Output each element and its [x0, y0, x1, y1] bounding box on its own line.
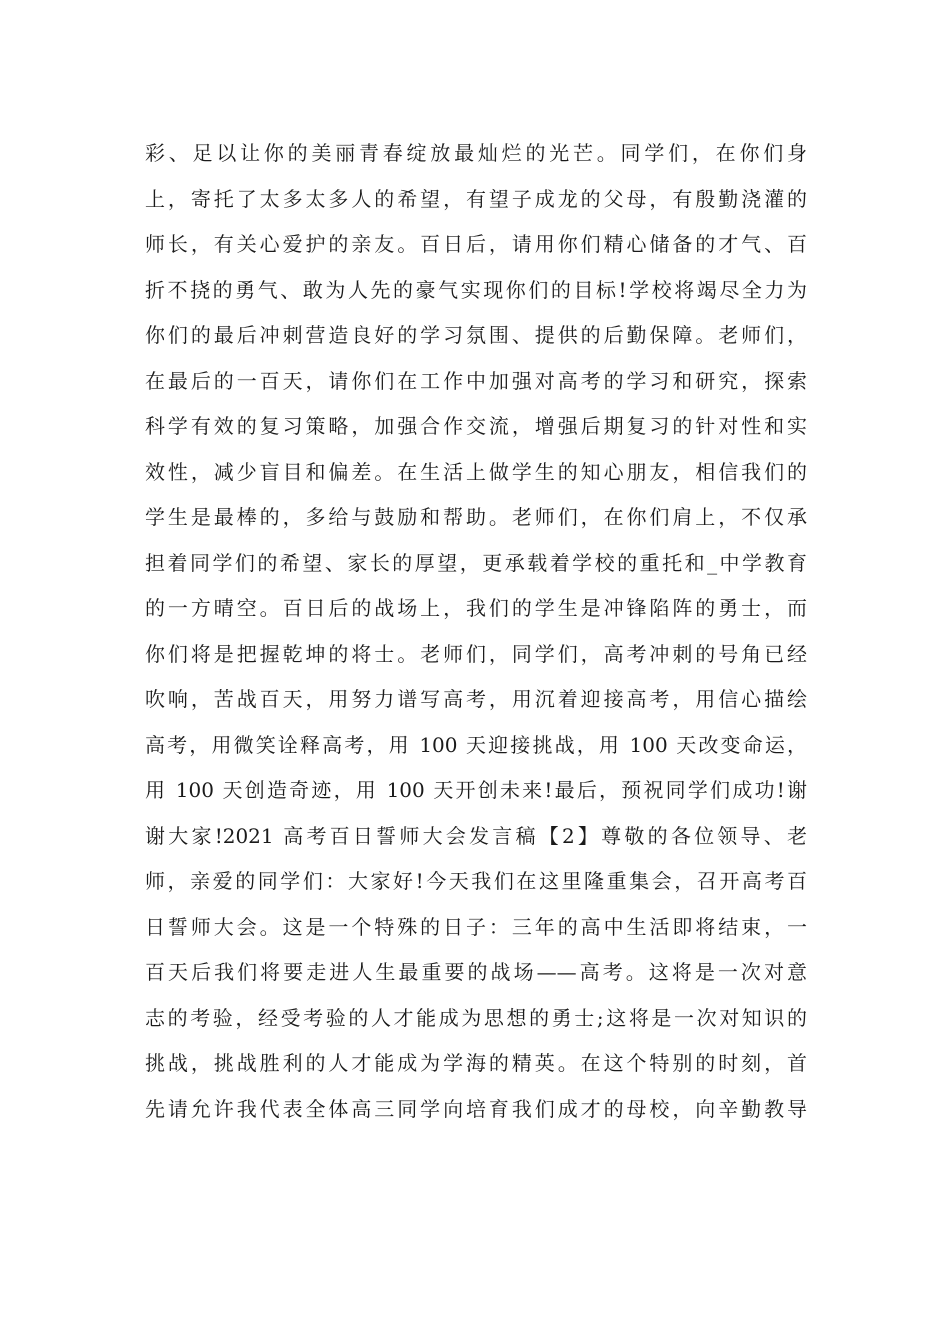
text-line: 志的考验，经受考验的人才能成为思想的勇士;这将是一次对知识的 [145, 1005, 807, 1030]
text-line: 在最后的一百天，请你们在工作中加强对高考的学习和研究，探索 [145, 368, 807, 393]
text-line: 日誓师大会。这是一个特殊的日子：三年的高中生活即将结束，一 [145, 914, 807, 939]
text-line: 先请允许我代表全体高三同学向培育我们成才的母校，向辛勤教导 [145, 1096, 807, 1121]
text-line: 的一方晴空。百日后的战场上，我们的学生是冲锋陷阵的勇士，而 [145, 596, 807, 620]
text-line: 高考，用微笑诠释高考，用 100 天迎接挑战，用 100 天改变命运， [145, 732, 807, 757]
text-line: 科学有效的复习策略，加强合作交流，增强后期复习的针对性和实 [145, 414, 807, 438]
text-line: 学生是最棒的，多给与鼓励和帮助。老师们，在你们肩上，不仅承 [145, 505, 807, 529]
text-line: 挑战，挑战胜利的人才能成为学海的精英。在这个特别的时刻，首 [145, 1051, 807, 1075]
text-line: 用 100 天创造奇迹，用 100 天开创未来!最后，预祝同学们成功!谢 [145, 778, 807, 802]
text-line: 效性，减少盲目和偏差。在生活上做学生的知心朋友，相信我们的 [145, 459, 807, 484]
text-line: 师长，有关心爱护的亲友。百日后，请用你们精心储备的才气、百 [145, 232, 807, 256]
text-line: 百天后我们将要走进人生最重要的战场——高考。这将是一次对意 [145, 960, 807, 984]
text-line: 上，寄托了太多太多人的希望，有望子成龙的父母，有殷勤浇灌的 [145, 186, 807, 211]
body-text [145, 131, 807, 1132]
text-line: 担着同学们的希望、家长的厚望，更承载着学校的重托和_中学教育 [145, 550, 807, 575]
text-line: 彩、足以让你的美丽青春绽放最灿烂的光芒。同学们，在你们身 [145, 141, 807, 165]
text-line: 你们的最后冲刺营造良好的学习氛围、提供的后勤保障。老师们， [145, 323, 807, 347]
text-line: 师，亲爱的同学们：大家好!今天我们在这里隆重集会，召开高考百 [145, 869, 807, 893]
text-line: 谢大家!2021 高考百日誓师大会发言稿【2】尊敬的各位领导、老 [145, 823, 807, 848]
text-line: 折不挠的勇气、敢为人先的豪气实现你们的目标!学校将竭尽全力为 [145, 277, 807, 302]
text-line: 你们将是把握乾坤的将士。老师们，同学们，高考冲刺的号角已经 [145, 641, 807, 666]
text-line: 吹响，苦战百天，用努力谱写高考，用沉着迎接高考，用信心描绘 [145, 687, 807, 711]
